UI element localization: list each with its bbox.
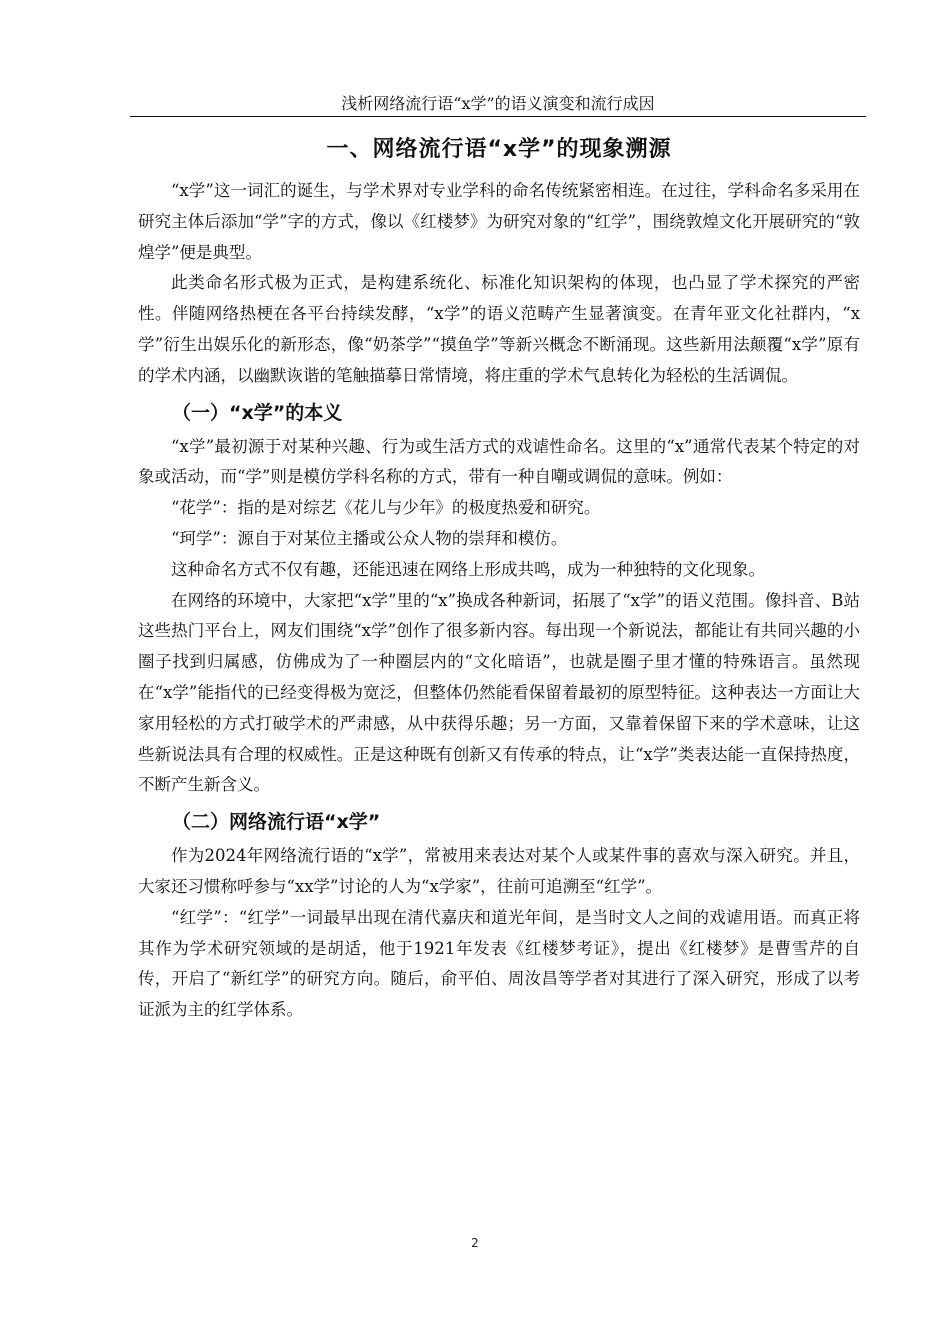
body-paragraph: “红学”：“红学”一词最早出现在清代嘉庆和道光年间，是当时文人之间的戏谑用语。而真正将其作为学术研究领域的是胡适，他于1921年发表《红楼梦考证》，提出《红楼梦》是曹雪芹的自传，开启了“新红学”的研究方向。随后，俞平伯、周汝昌等学者对其进行了深入研究，形成了以考证派为主的红学体系。: [138, 907, 860, 1020]
example-item: “花学”：指的是对综艺《花儿与少年》的极度热爱和研究。: [171, 498, 601, 518]
running-header: 浅析网络流行语“x学”的语义演变和流行成因: [341, 94, 655, 113]
page-number: 2: [471, 1236, 479, 1250]
subsection-heading: （一）“x学”的本义: [172, 401, 343, 424]
body-paragraph: “x学”这一词汇的诞生，与学术界对专业学科的命名传统紧密相连。在过往，学科命名多采用在研究主体后添加“学”字的方式，像以《红楼梦》为研究对象的“红学”，围绕敦煌文化开展研究的“敦煌学”便是典型。: [138, 181, 860, 262]
body-paragraph: “x学”最初源于对某种兴趣、行为或生活方式的戏谑性命名。这里的“x”通常代表某个特定的对象或活动，而“学”则是模仿学科名称的方式，带有一种自嘲或调侃的意味。例如：: [138, 436, 860, 487]
example-item: “珂学”：源自于对某位主播或公众人物的崇拜和模仿。: [171, 528, 568, 548]
body-paragraph: 这种命名方式不仅有趣，还能迅速在网络上形成共鸣，成为一种独特的文化现象。: [171, 559, 765, 579]
body-paragraph: 此类命名形式极为正式，是构建系统化、标准化知识架构的体现，也凸显了学术探究的严密性。伴随网络热梗在各平台持续发酵，“x学”的语义范畴产生显著演变。在青年亚文化社群内，“x学”衍生出娱乐化的新形态，像“奶茶学”“摸鱼学”等新兴概念不断涌现。这些新用法颠覆“x学”原有的学术内涵，以幽默诙谐的笔触描摹日常情境，将庄重的学术气息转化为轻松的生活调侃。: [138, 273, 860, 385]
body-paragraph: 作为2024年网络流行语的“x学”，常被用来表达对某个人或某件事的喜欢与深入研究。并且，大家还习惯称呼参与“xx学”讨论的人为“x学家”，往前可追溯至“红学”。: [138, 846, 860, 896]
subsection-heading: （二）网络流行语“x学”: [172, 811, 381, 834]
page-content: [138, 128, 860, 1026]
body-paragraph: 在网络的环境中，大家把“x学”里的“x”换成各种新词，拓展了“x学”的语义范围。像抖音、B站这些热门平台上，网友们围绕“x学”创作了很多新内容。每出现一个新说法，都能让有共同兴趣的小圈子找到归属感，仿佛成为了一种圈层内的“文化暗语”，也就是圈子里才懂的特殊语言。虽然现在“x学”能指代的已经变得极为宽泛，但整体仍然能看保留着最初的原型特征。这种表达一方面让大家用轻松的方式打破学术的严肃感，从中获得乐趣；另一方面，又靠着保留下来的学术意味，让这些新说法具有合理的权威性。正是这种既有创新又有传承的特点，让“x学”类表达能一直保持热度，不断产生新含义。: [138, 590, 860, 795]
header-rule: [130, 116, 866, 117]
section-title: 一、网络流行语“x学”的现象溯源: [326, 137, 672, 162]
